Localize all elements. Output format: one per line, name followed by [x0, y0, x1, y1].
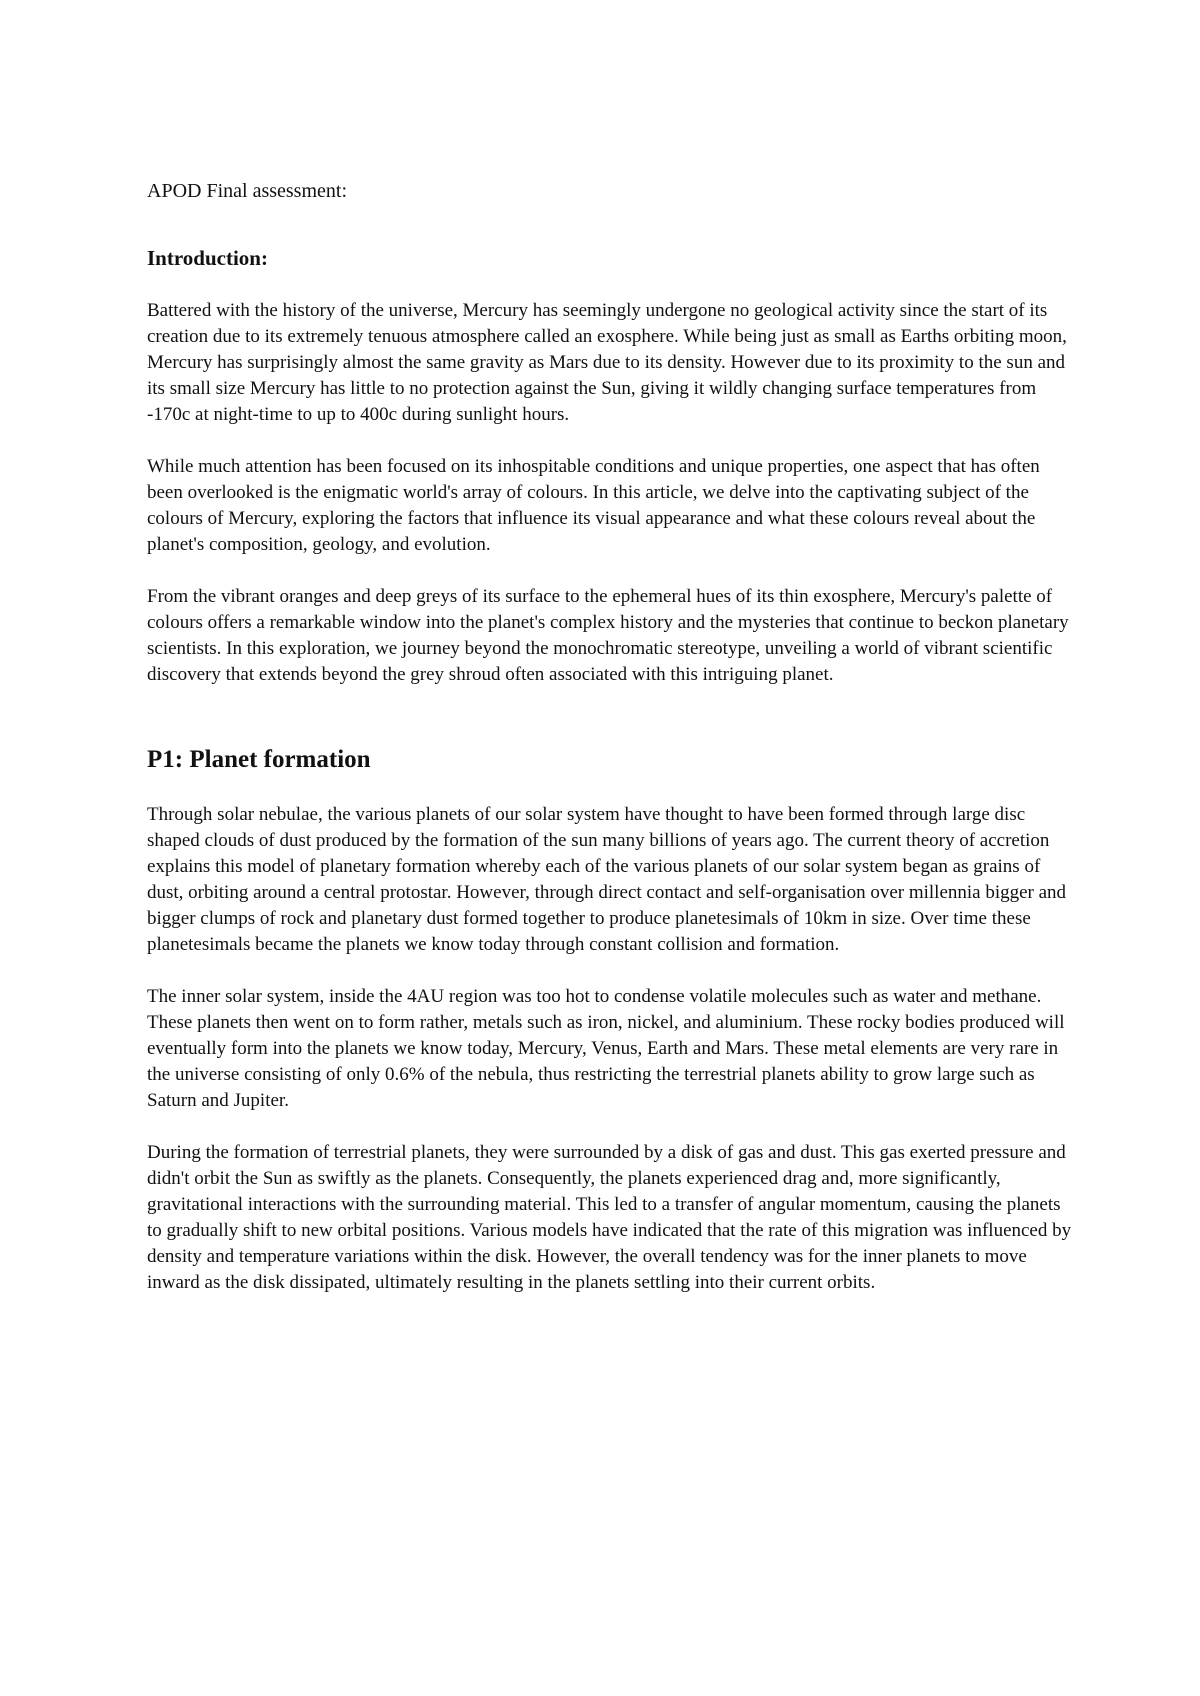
document-page: [147, 178, 1077, 1296]
planet-formation-paragraph-2: The inner solar system, inside the 4AU region was too hot to condense volatile molecules such as water and methane. These planets then went on to form rather, metals such as iron, nickel, and aluminium. These rocky bodies produced will eventually form into the planets we know today, Mercury, Venus, Earth and Mars. These metal elements are very rare in the universe consisting of only 0.6% of the nebula, thus restricting the terrestrial planets ability to grow large such as Saturn and Jupiter.: [147, 986, 1065, 1111]
introduction-paragraph-2: While much attention has been focused on its inhospitable conditions and unique properties, one aspect that has often been overlooked is the enigmatic world's array of colours. In this article, we delve into the captivating subject of the colours of Mercury, exploring the factors that influence its visual appearance and what these colours reveal about the planet's composition, geology, and evolution.: [147, 456, 1040, 555]
introduction-heading: Introduction:: [147, 246, 268, 270]
introduction-paragraph-3: From the vibrant oranges and deep greys of its surface to the ephemeral hues of its thin exosphere, Mercury's palette of colours offers a remarkable window into the planet's complex history and the mysteries that continue to beckon planetary scientists. In this exploration, we journey beyond the monochromatic stereotype, unveiling a world of vibrant scientific discovery that extends beyond the grey shroud often associated with this intriguing planet.: [147, 586, 1069, 685]
introduction-paragraph-1: Battered with the history of the universe, Mercury has seemingly undergone no geological activity since the start of its creation due to its extremely tenuous atmosphere called an exosphere. While being just as small as Earths orbiting moon, Mercury has surprisingly almost the same gravity as Mars due to its density. However due to its proximity to the sun and its small size Mercury has little to no protection against the Sun, giving it wildly changing surface temperatures from -170c at night-time to up to 400c during sunlight hours.: [147, 300, 1067, 425]
document-title: APOD Final assessment:: [147, 180, 347, 202]
planet-formation-paragraph-1: Through solar nebulae, the various planets of our solar system have thought to have been formed through large disc shaped clouds of dust produced by the formation of the sun many billions of years ago. The current theory of accretion explains this model of planetary formation whereby each of the various planets of our solar system began as grains of dust, orbiting around a central protostar. However, through direct contact and self-organisation over millennia bigger and bigger clumps of rock and planetary dust formed together to produce planetesimals of 10km in size. Over time these planetesimals became the planets we know today through constant collision and formation.: [147, 804, 1067, 955]
planet-formation-paragraph-3: During the formation of terrestrial planets, they were surrounded by a disk of gas and dust. This gas exerted pressure and didn't orbit the Sun as swiftly as the planets. Consequently, the planets experienced drag and, more significantly, gravitational interactions with the surrounding material. This led to a transfer of angular momentum, causing the planets to gradually shift to new orbital positions. Various models have indicated that the rate of this migration was influenced by density and temperature variations within the disk. However, the overall tendency was for the inner planets to move inward as the disk dissipated, ultimately resulting in the planets settling into their current orbits.: [147, 1142, 1072, 1293]
planet-formation-heading: P1: Planet formation: [147, 746, 371, 773]
